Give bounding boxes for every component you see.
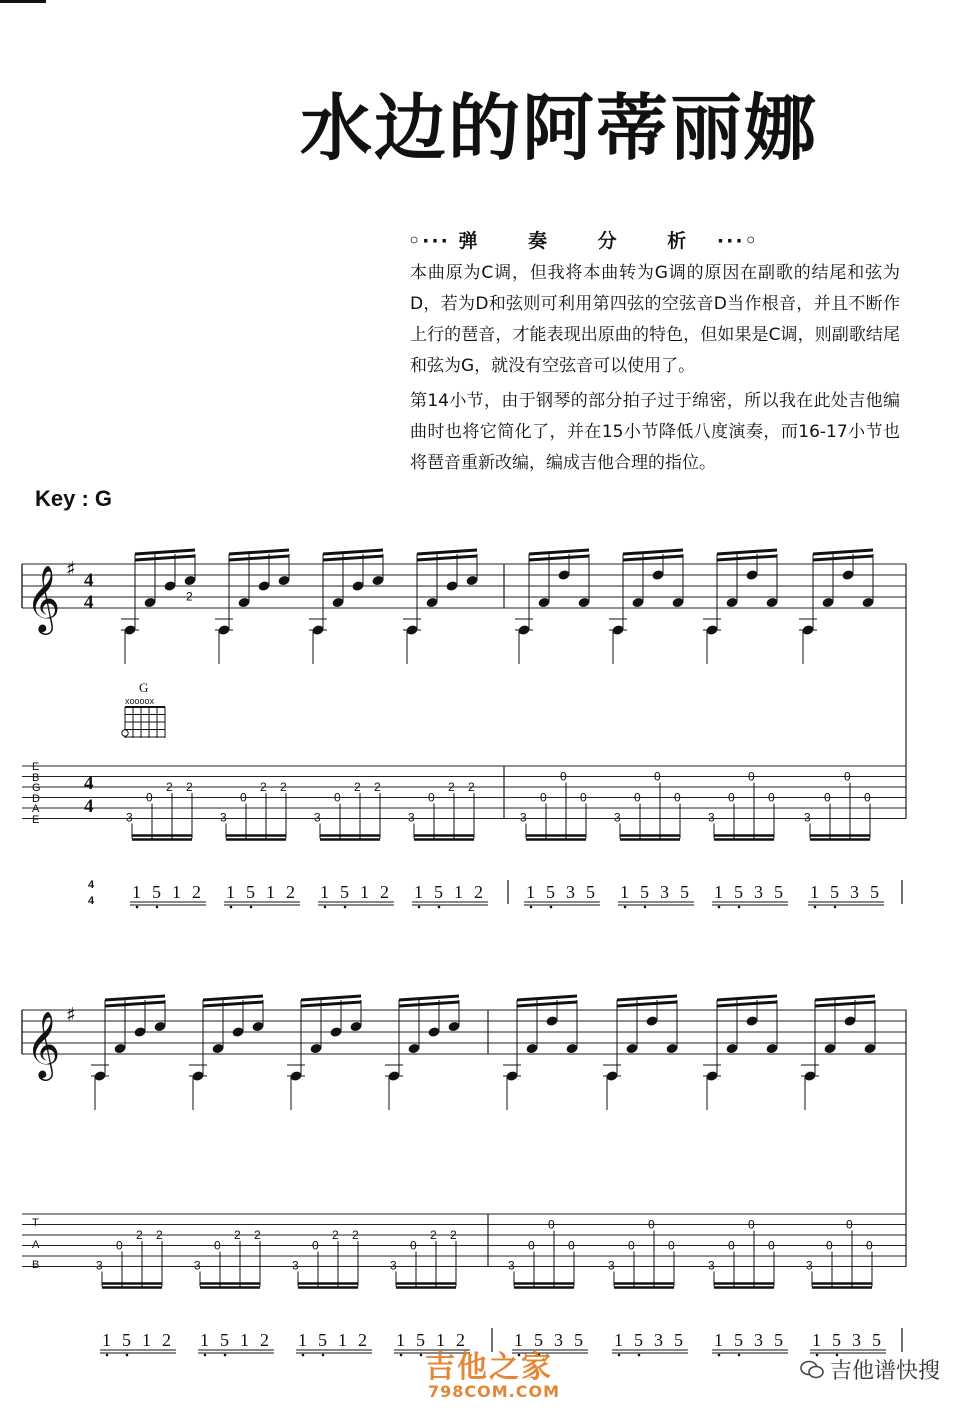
jianpu-digit: 2 xyxy=(286,882,295,902)
tab-number: 3 xyxy=(508,1258,515,1273)
tab-string-label: D xyxy=(32,793,40,805)
tab-number: 2 xyxy=(280,780,287,794)
jianpu-low-dot xyxy=(738,906,741,909)
tab-number: 0 xyxy=(864,790,871,805)
chat-bubble-icon xyxy=(800,1360,824,1380)
chord-string-markers: xoooox xyxy=(125,696,155,706)
jianpu-digit: 1 xyxy=(620,882,629,902)
jianpu-digit: 3 xyxy=(566,882,575,902)
tab-number: 0 xyxy=(580,790,587,805)
tab-number: 0 xyxy=(628,1238,635,1253)
tab-number: 3 xyxy=(390,1258,397,1273)
heading-dots-left: ◦··· xyxy=(408,230,450,252)
jianpu-digit: 5 xyxy=(152,882,161,902)
jianpu-digit: 5 xyxy=(774,882,783,902)
tab-number: 0 xyxy=(748,769,755,784)
tab-number: 0 xyxy=(844,769,851,784)
tab-number: 0 xyxy=(846,1217,853,1232)
jianpu-digit: 5 xyxy=(122,1330,131,1350)
jianpu-digit: 1 xyxy=(812,1330,821,1350)
key-signature-sharp: ♯ xyxy=(66,1002,76,1027)
tab-number: 2 xyxy=(450,1228,457,1242)
beam xyxy=(617,1002,677,1006)
tab-string-label: B xyxy=(32,772,40,784)
jianpu-digit: 1 xyxy=(436,1330,445,1350)
beam xyxy=(399,1002,459,1006)
key-label: Key : G xyxy=(35,486,113,511)
tab-string-label: E xyxy=(32,761,40,773)
beam xyxy=(323,550,383,554)
jianpu-digit: 3 xyxy=(554,1330,563,1350)
heading-dots-right: ···◦ xyxy=(716,230,759,252)
jianpu-digit: 5 xyxy=(734,1330,743,1350)
jianpu-digit: 5 xyxy=(220,1330,229,1350)
jianpu-digit: 1 xyxy=(240,1330,249,1350)
jianpu-digit: 1 xyxy=(396,1330,405,1350)
watermark-left: 吉他之家 xyxy=(425,1350,553,1385)
tab-number: 0 xyxy=(548,1217,555,1232)
jianpu-digit: 5 xyxy=(534,1330,543,1350)
beam xyxy=(815,1002,875,1006)
beam xyxy=(623,556,683,560)
beam xyxy=(203,1002,263,1006)
beam xyxy=(717,550,777,554)
tab-number: 2 xyxy=(468,780,475,794)
jianpu-low-dot xyxy=(816,1354,819,1357)
tab-number: 2 xyxy=(352,1228,359,1242)
jianpu-digit: 5 xyxy=(830,882,839,902)
tab-number: 0 xyxy=(214,1238,221,1253)
tab-number: 2 xyxy=(234,1228,241,1242)
jianpu-low-dot xyxy=(136,906,139,909)
analysis-paragraph-1: 本曲原为C调，但我将本曲转为G调的原因在副歌的结尾和弦为D，若为D和弦则可利用第四弦的空弦音D当作根音，并且不断作上行的琶音，才能表现出原曲的特色，但如果是C调，则副歌结尾和弦为G，就没有空弦音可以使用了。 xyxy=(410,263,900,376)
jianpu-digit: 1 xyxy=(526,882,535,902)
jianpu-digit: 5 xyxy=(774,1330,783,1350)
tab-number: 3 xyxy=(708,810,715,825)
tab-number: 0 xyxy=(648,1217,655,1232)
tab-number: 2 xyxy=(136,1228,143,1242)
jianpu-digit: 1 xyxy=(614,1330,623,1350)
jianpu-low-dot xyxy=(324,906,327,909)
tab-number: 3 xyxy=(126,810,133,825)
jianpu-low-dot xyxy=(718,1354,721,1357)
jianpu-digit: 5 xyxy=(416,1330,425,1350)
jianpu-digit: 1 xyxy=(266,882,275,902)
jianpu-digit: 5 xyxy=(734,882,743,902)
jianpu-digit: 1 xyxy=(132,882,141,902)
time-signature-top: 4 xyxy=(84,570,94,591)
tab-string-label: B xyxy=(32,1259,40,1271)
tab-number: 0 xyxy=(428,790,435,805)
chord-finger-dot xyxy=(122,730,128,736)
jianpu-digit: 3 xyxy=(852,1330,861,1350)
jianpu-low-dot xyxy=(438,906,441,909)
tab-number: 0 xyxy=(654,769,661,784)
jianpu-low-dot xyxy=(230,906,233,909)
jianpu-digit: 5 xyxy=(434,882,443,902)
jianpu-digit: 3 xyxy=(754,1330,763,1350)
tab-number: 2 xyxy=(186,780,193,794)
jianpu-low-dot xyxy=(738,1354,741,1357)
beam xyxy=(717,556,777,560)
beam xyxy=(301,1002,361,1006)
tab-number: 2 xyxy=(374,780,381,794)
jianpu-digit: 1 xyxy=(226,882,235,902)
treble-clef-icon: 𝄞 xyxy=(26,564,61,632)
time-signature-bottom: 4 xyxy=(84,592,94,613)
tab-number: 0 xyxy=(568,1238,575,1253)
beam xyxy=(417,550,477,554)
tab-string-label: E xyxy=(32,814,40,826)
tab-time-bottom: 4 xyxy=(84,796,94,817)
jianpu-low-dot xyxy=(224,1354,227,1357)
jianpu-digit: 5 xyxy=(872,1330,881,1350)
jianpu-low-dot xyxy=(618,1354,621,1357)
jianpu-digit: 5 xyxy=(640,882,649,902)
jianpu-low-dot xyxy=(834,906,837,909)
jianpu-low-dot xyxy=(550,906,553,909)
jianpu-digit: 2 xyxy=(358,1330,367,1350)
jianpu-digit: 5 xyxy=(634,1330,643,1350)
tab-number: 3 xyxy=(708,1258,715,1273)
jianpu-low-dot xyxy=(718,906,721,909)
jianpu-low-dot xyxy=(126,1354,129,1357)
tab-number: 3 xyxy=(804,810,811,825)
tab-number: 0 xyxy=(768,1238,775,1253)
tab-number: 0 xyxy=(540,790,547,805)
analysis-paragraph-2: 第14小节，由于钢琴的部分拍子过于绵密，所以我在此处吉他编曲时也将它简化了，并在15小节降低八度演奏，而16-17小节也将琶音重新改编，编成吉他合理的指位。 xyxy=(410,391,900,473)
beam xyxy=(135,556,195,560)
jianpu-low-dot xyxy=(530,906,533,909)
tab-number: 3 xyxy=(806,1258,813,1273)
jianpu-digit: 1 xyxy=(714,1330,723,1350)
chord-name: G xyxy=(139,680,149,695)
tab-number: 3 xyxy=(408,810,415,825)
beam xyxy=(323,556,383,560)
jianpu-low-dot xyxy=(814,906,817,909)
jianpu-low-dot xyxy=(156,906,159,909)
jianpu-digit: 1 xyxy=(338,1330,347,1350)
jianpu-low-dot xyxy=(418,906,421,909)
tab-number: 3 xyxy=(520,810,527,825)
jianpu-digit: 2 xyxy=(380,882,389,902)
beam xyxy=(517,1002,577,1006)
tab-number: 0 xyxy=(748,1217,755,1232)
jianpu-digit: 5 xyxy=(680,882,689,902)
tab-number: 0 xyxy=(410,1238,417,1253)
tab-number: 0 xyxy=(674,790,681,805)
jianpu-digit: 1 xyxy=(298,1330,307,1350)
tab-number: 0 xyxy=(824,790,831,805)
fingering-hint: 2 xyxy=(186,589,193,604)
beam xyxy=(417,556,477,560)
tab-number: 0 xyxy=(728,790,735,805)
tab-number: 2 xyxy=(166,780,173,794)
tab-number: 0 xyxy=(528,1238,535,1253)
jianpu-digit: 3 xyxy=(660,882,669,902)
jianpu-digit: 5 xyxy=(318,1330,327,1350)
tab-number: 2 xyxy=(156,1228,163,1242)
jianpu-digit: 1 xyxy=(454,882,463,902)
tab-number: 3 xyxy=(292,1258,299,1273)
beam xyxy=(717,1002,777,1006)
jianpu-time-bottom: 4 xyxy=(88,895,95,907)
jianpu-digit: 2 xyxy=(162,1330,171,1350)
jianpu-digit: 5 xyxy=(340,882,349,902)
jianpu-digit: 1 xyxy=(200,1330,209,1350)
watermark-left-url: 798COM.COM xyxy=(428,1382,561,1401)
tab-number: 3 xyxy=(96,1258,103,1273)
jianpu-digit: 1 xyxy=(102,1330,111,1350)
tab-number: 0 xyxy=(866,1238,873,1253)
tab-number: 0 xyxy=(146,790,153,805)
tab-number: 2 xyxy=(332,1228,339,1242)
jianpu-low-dot xyxy=(644,906,647,909)
tab-number: 0 xyxy=(668,1238,675,1253)
jianpu-low-dot xyxy=(322,1354,325,1357)
jianpu-digit: 1 xyxy=(514,1330,523,1350)
beam xyxy=(105,996,165,1000)
song-title: 水边的阿蒂丽娜 xyxy=(300,85,819,170)
jianpu-low-dot xyxy=(400,1354,403,1357)
beam xyxy=(203,996,263,1000)
jianpu-digit: 2 xyxy=(456,1330,465,1350)
treble-clef-icon: 𝄞 xyxy=(26,1010,61,1078)
jianpu-digit: 3 xyxy=(850,882,859,902)
jianpu-digit: 5 xyxy=(574,1330,583,1350)
tab-number: 0 xyxy=(312,1238,319,1253)
jianpu-digit: 3 xyxy=(654,1330,663,1350)
tab-number: 0 xyxy=(728,1238,735,1253)
beam xyxy=(135,550,195,554)
jianpu-low-dot xyxy=(344,906,347,909)
tab-number: 3 xyxy=(614,810,621,825)
beam xyxy=(517,996,577,1000)
jianpu-digit: 5 xyxy=(546,882,555,902)
jianpu-digit: 1 xyxy=(320,882,329,902)
jianpu-digit: 5 xyxy=(586,882,595,902)
tab-string-label: A xyxy=(32,803,40,815)
tab-string-label: G xyxy=(32,782,41,794)
tab-number: 0 xyxy=(560,769,567,784)
jianpu-low-dot xyxy=(638,1354,641,1357)
tab-number: 0 xyxy=(334,790,341,805)
jianpu-digit: 1 xyxy=(810,882,819,902)
tab-number: 0 xyxy=(116,1238,123,1253)
tab-number: 2 xyxy=(354,780,361,794)
jianpu-digit: 1 xyxy=(714,882,723,902)
beam xyxy=(813,556,873,560)
tab-number: 3 xyxy=(220,810,227,825)
jianpu-digit: 1 xyxy=(172,882,181,902)
beam xyxy=(815,996,875,1000)
tab-number: 0 xyxy=(634,790,641,805)
jianpu-digit: 1 xyxy=(142,1330,151,1350)
jianpu-digit: 1 xyxy=(414,882,423,902)
jianpu-digit: 2 xyxy=(260,1330,269,1350)
tab-number: 2 xyxy=(254,1228,261,1242)
heading-text: 弹 奏 分 析 xyxy=(458,230,709,252)
jianpu-digit: 2 xyxy=(192,882,201,902)
tab-number: 2 xyxy=(260,780,267,794)
jianpu-low-dot xyxy=(420,1354,423,1357)
tab-number: 2 xyxy=(430,1228,437,1242)
beam xyxy=(399,996,459,1000)
jianpu-low-dot xyxy=(106,1354,109,1357)
jianpu-digit: 1 xyxy=(360,882,369,902)
beam xyxy=(813,550,873,554)
tab-number: 3 xyxy=(608,1258,615,1273)
tab-string-label: T xyxy=(32,1217,39,1229)
beam xyxy=(617,996,677,1000)
key-signature-sharp: ♯ xyxy=(66,556,76,581)
watermark-right: 吉他谱快搜 xyxy=(830,1359,941,1384)
beam xyxy=(717,996,777,1000)
beam xyxy=(529,556,589,560)
tab-time-top: 4 xyxy=(84,773,94,794)
beam xyxy=(301,996,361,1000)
jianpu-low-dot xyxy=(624,906,627,909)
tab-number: 0 xyxy=(240,790,247,805)
jianpu-digit: 5 xyxy=(674,1330,683,1350)
beam xyxy=(229,550,289,554)
jianpu-low-dot xyxy=(204,1354,207,1357)
beam xyxy=(529,550,589,554)
tab-string-label: A xyxy=(32,1239,40,1251)
tab-number: 3 xyxy=(314,810,321,825)
jianpu-low-dot xyxy=(250,906,253,909)
jianpu-time-top: 4 xyxy=(88,879,95,891)
jianpu-low-dot xyxy=(302,1354,305,1357)
tab-number: 3 xyxy=(194,1258,201,1273)
beam xyxy=(229,556,289,560)
tab-number: 0 xyxy=(768,790,775,805)
tab-number: 0 xyxy=(826,1238,833,1253)
jianpu-digit: 5 xyxy=(870,882,879,902)
tab-number: 2 xyxy=(448,780,455,794)
jianpu-digit: 5 xyxy=(832,1330,841,1350)
jianpu-digit: 5 xyxy=(246,882,255,902)
beam xyxy=(105,1002,165,1006)
jianpu-digit: 3 xyxy=(754,882,763,902)
jianpu-digit: 2 xyxy=(474,882,483,902)
beam xyxy=(623,550,683,554)
